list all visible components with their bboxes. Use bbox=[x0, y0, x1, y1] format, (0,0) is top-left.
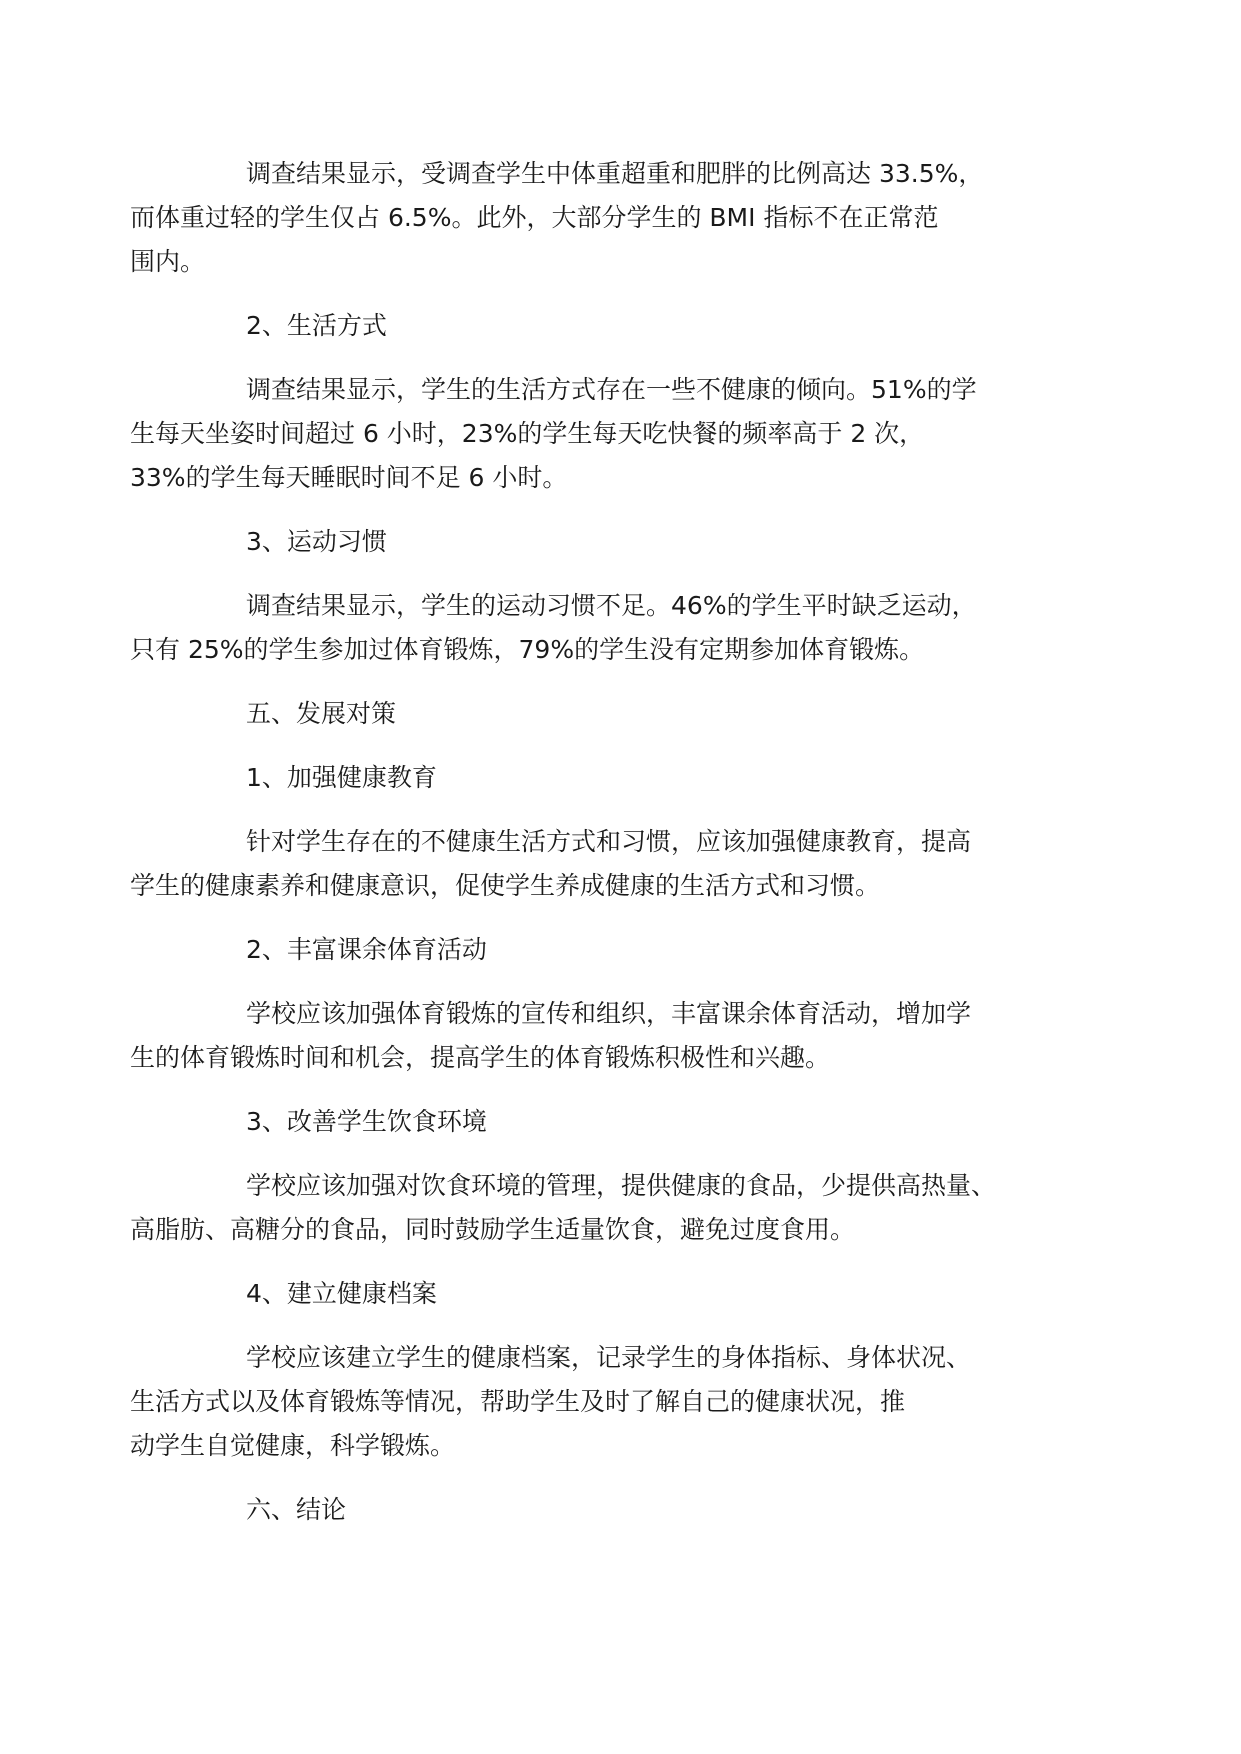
paragraph-line: 调查结果显示，学生的运动习惯不足。46%的学生平时缺乏运动， bbox=[246, 591, 977, 620]
paragraph bbox=[130, 1336, 1068, 1468]
paragraph-line: 只有 25%的学生参加过体育锻炼，79%的学生没有定期参加体育锻炼。 bbox=[130, 635, 925, 664]
section-heading: 3、改善学生饮食环境 bbox=[246, 1107, 487, 1136]
document-body bbox=[130, 152, 1068, 1552]
paragraph bbox=[130, 992, 1068, 1080]
section-heading: 4、建立健康档案 bbox=[246, 1279, 437, 1308]
paragraph-line: 生的体育锻炼时间和机会，提高学生的体育锻炼积极性和兴趣。 bbox=[130, 1043, 831, 1072]
paragraph-line: 而体重过轻的学生仅占 6.5%。此外，大部分学生的 BMI 指标不在正常范 bbox=[130, 203, 939, 232]
section-heading: 3、运动习惯 bbox=[246, 527, 387, 556]
paragraph-line: 生活方式以及体育锻炼等情况，帮助学生及时了解自己的健康状况，推 bbox=[130, 1387, 906, 1416]
paragraph-line: 动学生自觉健康，科学锻炼。 bbox=[130, 1431, 456, 1460]
paragraph bbox=[130, 368, 1068, 500]
paragraph-line: 学生的健康素养和健康意识，促使学生养成健康的生活方式和习惯。 bbox=[130, 871, 881, 900]
paragraph-line: 生每天坐姿时间超过 6 小时，23%的学生每天吃快餐的频率高于 2 次， bbox=[130, 419, 925, 448]
paragraph bbox=[130, 152, 1068, 284]
paragraph bbox=[130, 820, 1068, 908]
paragraph-line: 调查结果显示，受调查学生中体重超重和肥胖的比例高达 33.5%， bbox=[246, 159, 984, 188]
paragraph-line: 学校应该建立学生的健康档案，记录学生的身体指标、身体状况、 bbox=[246, 1343, 972, 1372]
section-heading: 2、生活方式 bbox=[246, 311, 387, 340]
paragraph-line: 学校应该加强对饮食环境的管理，提供健康的食品，少提供高热量、 bbox=[246, 1171, 997, 1200]
paragraph bbox=[130, 1164, 1068, 1252]
section-heading: 2、丰富课余体育活动 bbox=[246, 935, 487, 964]
paragraph bbox=[130, 584, 1068, 672]
paragraph-line: 33%的学生每天睡眠时间不足 6 小时。 bbox=[130, 463, 568, 492]
section-heading: 六、结论 bbox=[246, 1495, 347, 1524]
section-heading: 五、发展对策 bbox=[246, 699, 397, 728]
paragraph-line: 调查结果显示，学生的生活方式存在一些不健康的倾向。51%的学 bbox=[246, 375, 977, 404]
paragraph-line: 学校应该加强体育锻炼的宣传和组织，丰富课余体育活动，增加学 bbox=[246, 999, 972, 1028]
section-heading: 1、加强健康教育 bbox=[246, 763, 437, 792]
paragraph-line: 针对学生存在的不健康生活方式和习惯，应该加强健康教育，提高 bbox=[246, 827, 972, 856]
paragraph-line: 高脂肪、高糖分的食品，同时鼓励学生适量饮食，避免过度食用。 bbox=[130, 1215, 856, 1244]
paragraph-line: 围内。 bbox=[130, 247, 206, 276]
